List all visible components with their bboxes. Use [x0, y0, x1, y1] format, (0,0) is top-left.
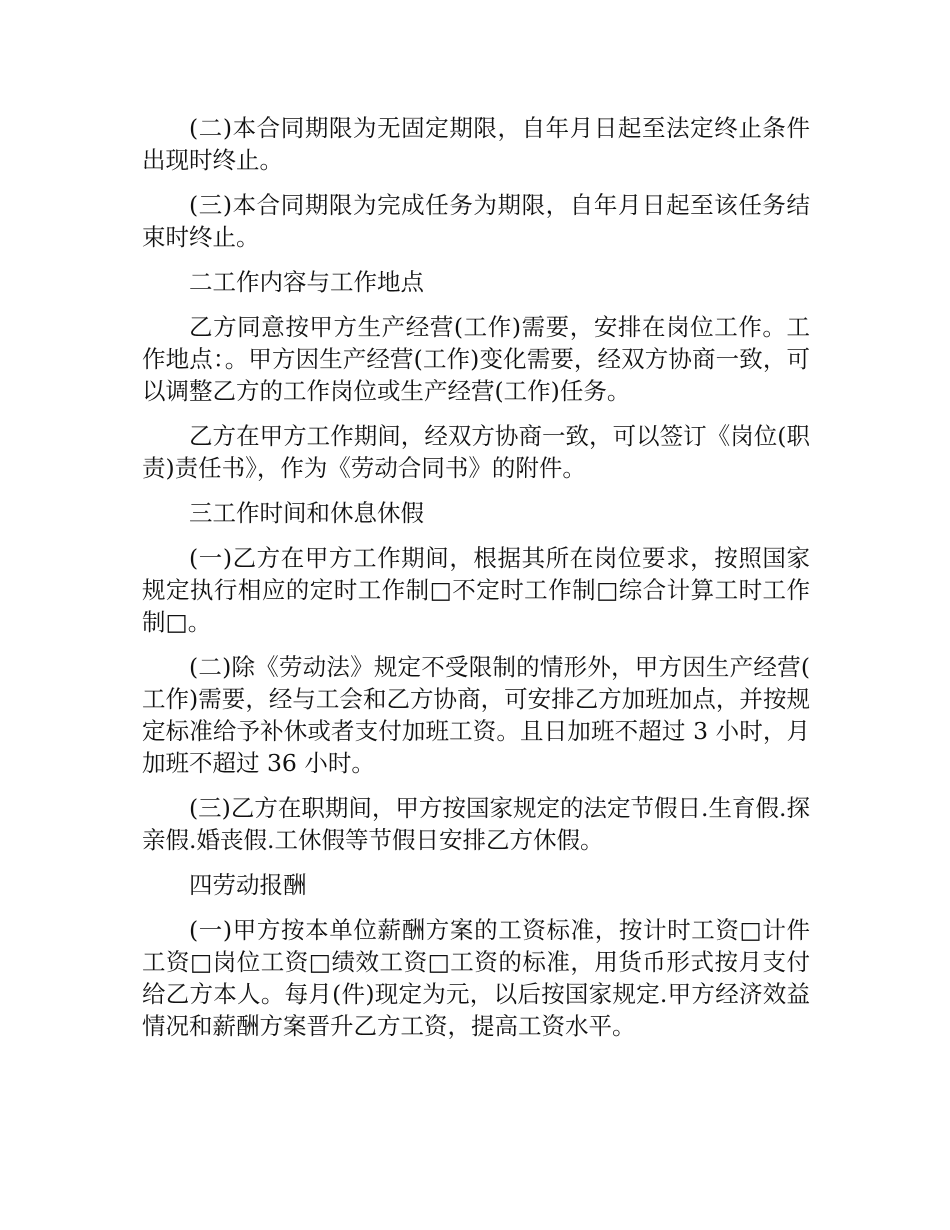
paragraph-salary-standard: (一)甲方按本单位薪酬方案的工资标准，按计时工资□计件工资□岗位工资□绩效工资□工资的标准，用货币形式按月支付给乙方本人。每月(件)现定为元，以后按国家规定.甲方经济效益情况和薪酬方案晋升乙方工资，提高工资水平。	[142, 916, 810, 1040]
paragraph-responsibility-agreement: 乙方在甲方工作期间，经双方协商一致，可以签订《岗位(职责)责任书》，作为《劳动合同书》的附件。	[142, 422, 810, 482]
paragraph-working-hours-system: (一)乙方在甲方工作期间，根据其所在岗位要求，按照国家规定执行相应的定时工作制□不定时工作制□综合计算工时工作制□。	[142, 544, 810, 636]
paragraph-term-open-ended: (二)本合同期限为无固定期限，自年月日起至法定终止条件出现时终止。	[142, 114, 810, 174]
section-heading-remuneration: 四劳动报酬	[189, 871, 307, 899]
paragraph-work-assignment: 乙方同意按甲方生产经营(工作)需要，安排在岗位工作。工作地点：。甲方因生产经营(工作)变化需要，经双方协商一致，可以调整乙方的工作岗位或生产经营(工作)任务。	[142, 313, 810, 405]
section-heading-work-content: 二工作内容与工作地点	[189, 268, 424, 296]
paragraph-overtime: (二)除《劳动法》规定不受限制的情形外，甲方因生产经营(工作)需要，经与工会和乙方协商，可安排乙方加班加点，并按规定标准给予补休或者支付加班工资。且日加班不超过 3 小时，月加班不超过 36 小时。	[142, 653, 810, 777]
section-heading-working-hours: 三工作时间和休息休假	[189, 499, 424, 527]
paragraph-term-task-based: (三)本合同期限为完成任务为期限，自年月日起至该任务结束时终止。	[142, 191, 810, 251]
contract-page	[142, 112, 810, 1055]
paragraph-holidays: (三)乙方在职期间，甲方按国家规定的法定节假日.生育假.探亲假.婚丧假.工休假等节假日安排乙方休假。	[142, 794, 810, 854]
